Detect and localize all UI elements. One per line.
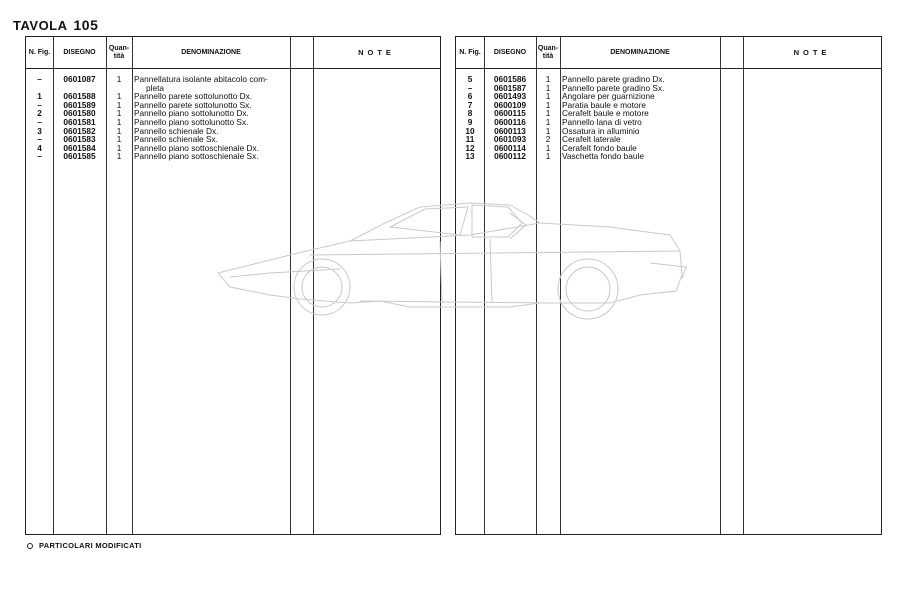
fig-number: – <box>37 134 42 145</box>
part-description: Pannello piano sottoschienale Sx. <box>134 151 259 162</box>
fig-number: 9 <box>467 116 473 127</box>
quantity: 1 <box>116 91 122 102</box>
part-description: Pannello schienale Sx. <box>134 134 218 145</box>
quantity: 1 <box>545 82 551 93</box>
drawing-number: 0601493 <box>493 91 527 102</box>
fig-number: 8 <box>467 108 473 119</box>
drawing-number: 0600109 <box>493 99 527 110</box>
part-description: Pannello parete gradino Dx. <box>562 74 665 84</box>
table-row <box>26 152 440 161</box>
part-description: Pannello schienale Dx. <box>134 125 219 136</box>
quantity: 1 <box>116 125 122 136</box>
parts-list-right <box>456 75 881 161</box>
fig-number: – <box>467 82 473 93</box>
fig-number: 6 <box>467 91 473 102</box>
part-description: Pannello piano sottoschienale Dx. <box>134 142 259 153</box>
quantity: 1 <box>545 151 551 162</box>
part-description: Cerafelt fondo baule <box>562 142 637 153</box>
header-denominazione: DENOMINAZIONE <box>610 48 670 56</box>
drawing-number: 0601580 <box>63 108 96 119</box>
header-quantita: Quan-tità <box>537 44 559 60</box>
page-title <box>13 17 98 33</box>
header-disegno: DISEGNO <box>63 48 96 56</box>
drawing-number: 0600115 <box>494 108 526 119</box>
fig-number: 13 <box>465 151 475 162</box>
part-description: pleta <box>146 82 164 93</box>
part-description: Pannello parete sottolunotto Dx. <box>134 91 253 102</box>
drawing-number: 0601087 <box>63 74 96 84</box>
header-denominazione: DENOMINAZIONE <box>181 48 241 56</box>
footnote-text: PARTICOLARI MODIFICATI <box>39 541 142 550</box>
drawing-number: 0601588 <box>63 91 96 102</box>
header-divider <box>26 68 440 69</box>
drawing-number: 0601582 <box>63 125 96 136</box>
quantity: 1 <box>116 116 122 127</box>
quantity: 1 <box>545 125 551 136</box>
quantity: 1 <box>116 99 122 110</box>
part-description: Pannellatura isolante abitacolo com- <box>134 74 268 84</box>
drawing-number: 0601581 <box>63 116 96 127</box>
fig-number: – <box>37 151 42 162</box>
drawing-number: 0600112 <box>494 151 526 162</box>
footnote <box>27 541 142 550</box>
part-description: Pannello piano sottolunotto Sx. <box>134 116 249 127</box>
quantity: 1 <box>545 142 551 153</box>
part-description: Ossatura in alluminio <box>562 125 640 136</box>
quantity: 1 <box>116 74 122 84</box>
car-watermark-illustration <box>210 195 690 345</box>
fig-number: – <box>37 74 42 84</box>
part-description: Pannello parete gradino Sx. <box>562 82 665 93</box>
quantity: 1 <box>116 151 122 162</box>
drawing-number: 0601583 <box>63 134 96 145</box>
quantity: 1 <box>116 134 122 145</box>
fig-number: 5 <box>467 74 473 84</box>
part-description: Cerafelt laterale <box>562 134 621 145</box>
quantity: 1 <box>545 74 551 84</box>
quantity: 1 <box>116 108 122 119</box>
drawing-number: 0601586 <box>493 74 527 84</box>
table-row <box>26 75 440 84</box>
quantity: 2 <box>545 134 551 145</box>
quantity: 1 <box>545 91 551 102</box>
drawing-number: 0600114 <box>494 142 526 153</box>
part-description: Cerafelt baule e motore <box>562 108 649 119</box>
fig-number: 1 <box>37 91 42 102</box>
header-disegno: DISEGNO <box>493 48 527 56</box>
part-description: Vaschetta fondo baule <box>562 151 644 162</box>
header-note: NOTE <box>793 47 831 57</box>
fig-number: 4 <box>37 142 42 153</box>
fig-number: 2 <box>37 108 42 119</box>
part-description: Pannello piano sottolunotto Dx. <box>134 108 249 119</box>
title-label: TAVOLA <box>13 18 68 33</box>
part-description: Pannello parete sottolunotto Sx. <box>134 99 252 110</box>
fig-number: 10 <box>465 125 475 136</box>
header-quantita: Quan-tità <box>108 44 130 60</box>
drawing-number: 0601093 <box>493 134 527 145</box>
part-description: Angolare per guarnizione <box>562 91 655 102</box>
quantity: 1 <box>545 108 551 119</box>
fig-number: – <box>37 99 42 110</box>
fig-number: 11 <box>465 134 475 145</box>
parts-list-left <box>26 75 440 161</box>
drawing-number: 0601585 <box>63 151 96 162</box>
header-divider <box>456 68 881 69</box>
header-fig: N. Fig. <box>28 48 51 56</box>
fig-number: 12 <box>465 142 475 153</box>
title-number: 105 <box>73 17 99 33</box>
quantity: 1 <box>116 142 122 153</box>
header-fig: N. Fig. <box>459 48 481 56</box>
quantity: 1 <box>545 99 551 110</box>
circle-bullet-icon <box>27 543 33 549</box>
drawing-number: 0601589 <box>63 99 96 110</box>
part-description: Paratia baule e motore <box>562 99 646 110</box>
drawing-number: 0600113 <box>494 125 526 136</box>
part-description: Pannello lana di vetro <box>562 116 642 127</box>
fig-number: 7 <box>467 99 473 110</box>
fig-number: – <box>37 116 42 127</box>
table-row <box>456 152 881 161</box>
header-note: NOTE <box>358 47 395 57</box>
quantity: 1 <box>545 116 551 127</box>
fig-number: 3 <box>37 125 42 136</box>
drawing-number: 0601584 <box>63 142 96 153</box>
drawing-number: 0601587 <box>493 82 527 93</box>
drawing-number: 0600116 <box>494 116 526 127</box>
